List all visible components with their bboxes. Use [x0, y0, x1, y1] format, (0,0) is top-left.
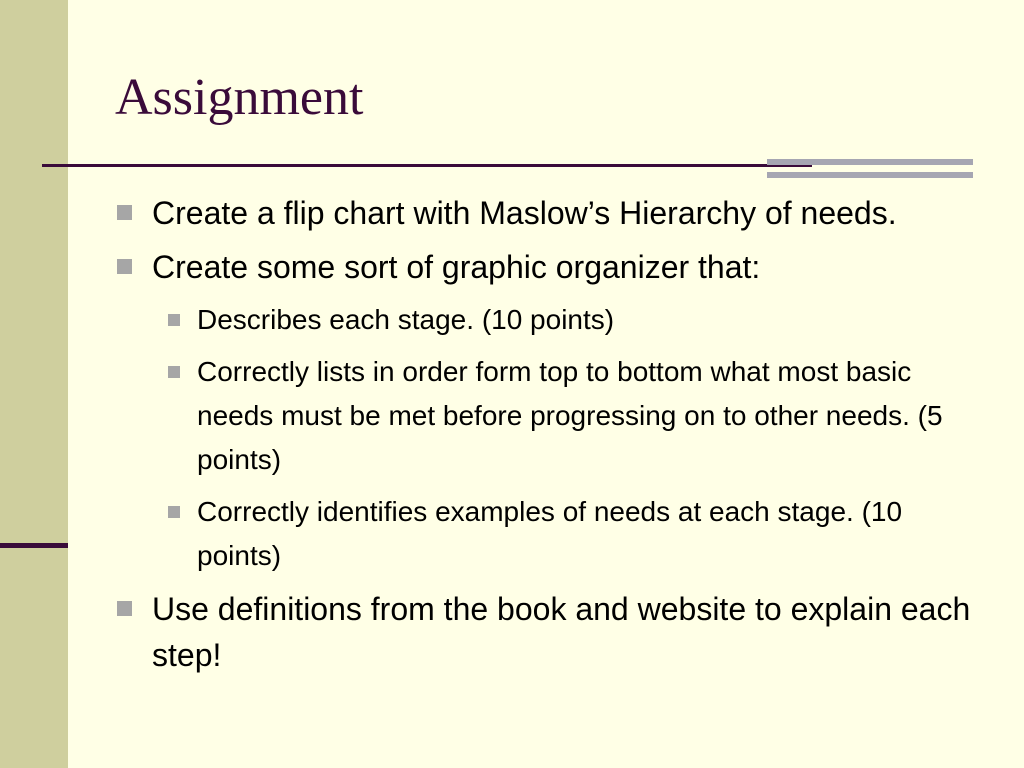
square-bullet-icon [168, 314, 180, 326]
side-band [0, 0, 68, 768]
square-bullet-icon [168, 506, 180, 518]
bullet-item-graphic-organizer [115, 244, 975, 290]
decorative-bar-top [767, 159, 973, 165]
bullet-text: Create a flip chart with Maslow’s Hierarchy of needs. [152, 195, 897, 231]
sub-bullet-item-describes-stage [161, 298, 975, 342]
slide-title: Assignment [115, 69, 364, 126]
sub-bullet-text: Describes each stage. (10 points) [197, 304, 615, 335]
sub-bullet-text: Correctly lists in order form top to bottom what most basic needs must be met before progressing on to other needs. (5 points) [197, 356, 943, 475]
sub-bullet-text: Correctly identifies examples of needs at each stage. (10 points) [197, 496, 903, 571]
title-divider [42, 164, 812, 167]
decorative-bar-bottom [767, 172, 973, 178]
square-bullet-icon [117, 259, 132, 274]
bullet-text: Use definitions from the book and website to explain each step! [152, 591, 971, 673]
bullet-item-use-definitions [115, 586, 975, 678]
bullet-text: Create some sort of graphic organizer that: [152, 249, 761, 285]
square-bullet-icon [117, 601, 132, 616]
bullet-list [115, 190, 975, 686]
bullet-item-flip-chart [115, 190, 975, 236]
square-bullet-icon [117, 205, 132, 220]
square-bullet-icon [168, 366, 180, 378]
sub-bullet-item-lists-order [161, 350, 975, 482]
side-accent-bar [0, 543, 68, 548]
sub-bullet-item-identifies-examples [161, 490, 975, 578]
